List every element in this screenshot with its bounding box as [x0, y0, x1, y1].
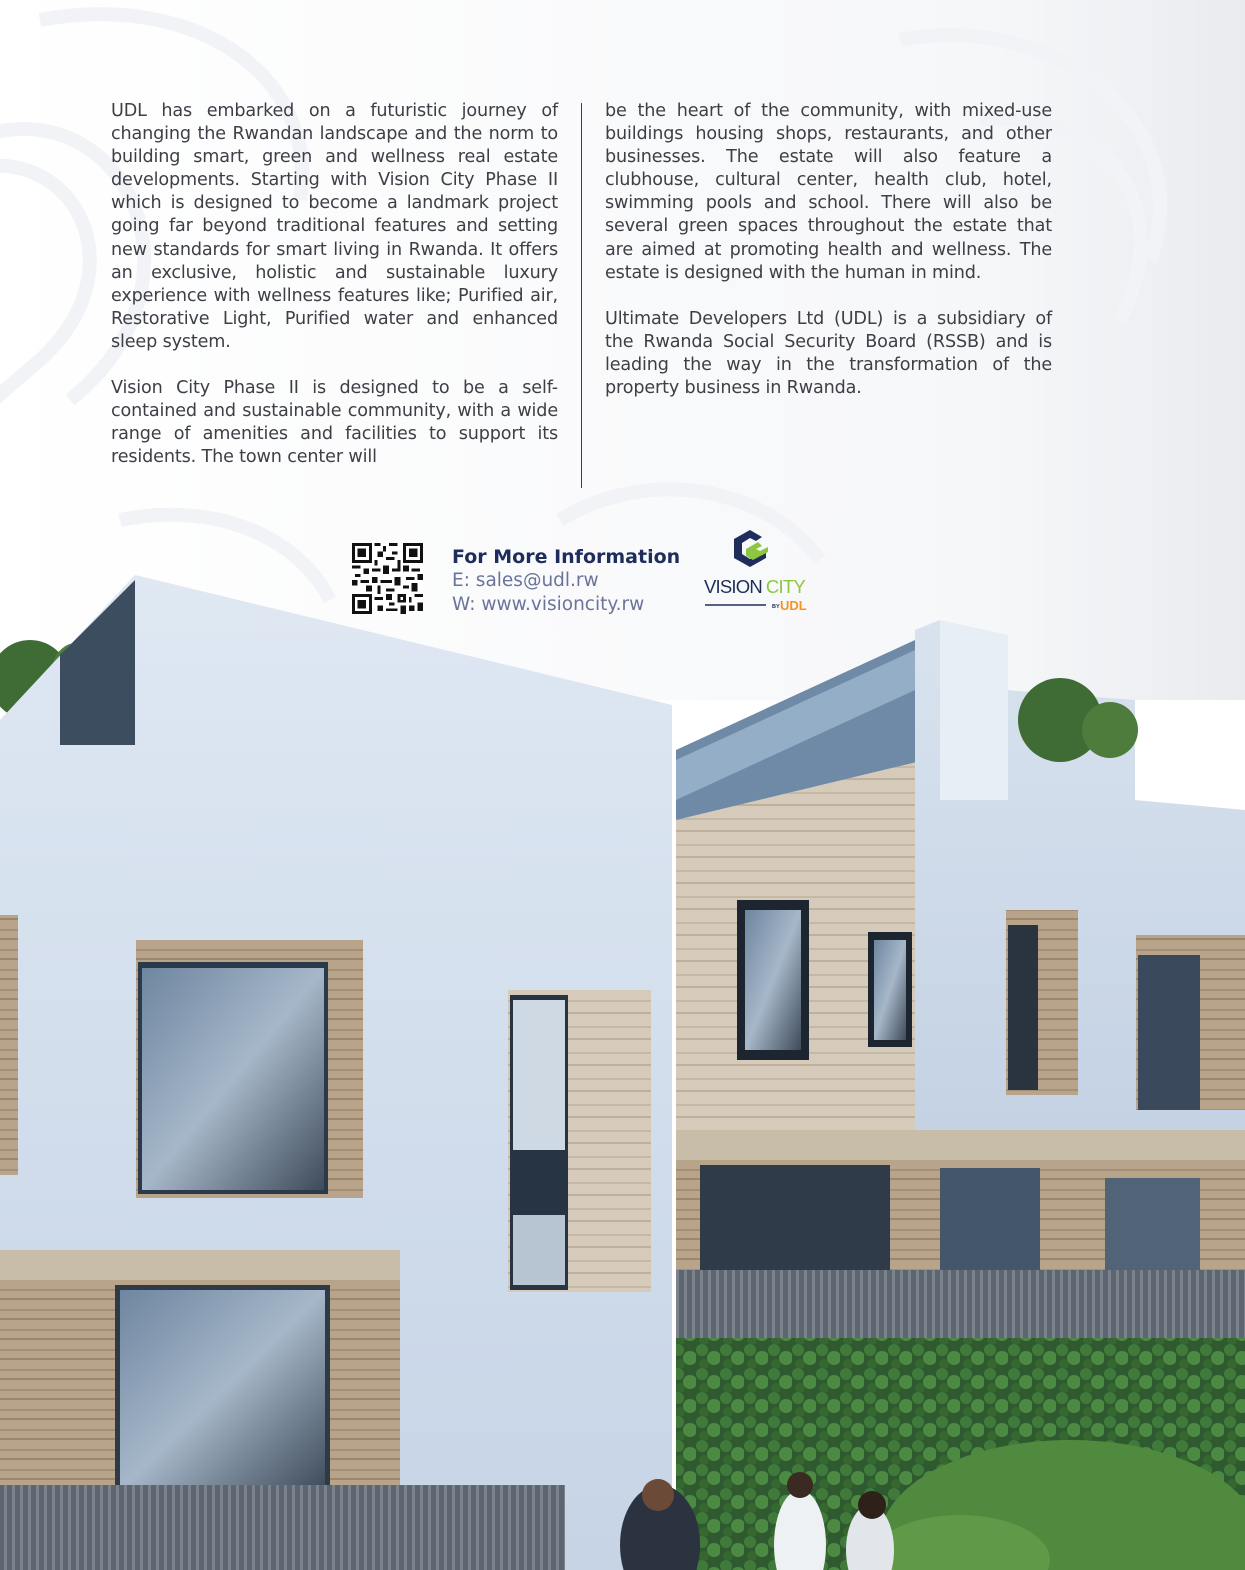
vision-city-emblem-icon — [734, 530, 768, 567]
left-text-column — [111, 100, 558, 492]
logo-brand-udl: UDL — [780, 598, 807, 613]
town-center-paragraph: be the heart of the community, with mixed-use buildings housing shops, restaurants, and other businesses. The estate will also feature a clubhouse, cultural center, health club, hotel, swimming pools and school. There will also be several green spaces throughout the estate that are aimed at promoting health and wellness. The estate is designed with the human in mind. — [605, 101, 1052, 283]
udl-about-paragraph: Ultimate Developers Ltd (UDL) is a subsidiary of the Rwanda Social Security Board (RSSB) and is leading the way in the transformation of the property business in Rwanda. — [605, 308, 1052, 399]
email-link[interactable]: E: sales@udl.rw — [452, 570, 599, 591]
column-divider — [581, 103, 582, 488]
architectural-rendering-image — [0, 570, 1245, 1570]
logo-by: BY — [772, 604, 780, 610]
intro-paragraph: UDL has embarked on a futuristic journey of changing the Rwandan landscape and the norm to building smart, green and wellness real estate developments. Starting with Vision City Phase II which is designed to become a landmark project going far beyond traditional features and setting new standards for smart living in Rwanda. It offers an exclusive, holistic and sustainable luxury experience with wellness features like; Purified air, Restorative Light, Purified water and enhanced sleep system. — [111, 101, 558, 352]
contact-title: For More Information — [452, 546, 681, 568]
right-text-column — [605, 100, 1052, 423]
website-link[interactable]: W: www.visioncity.rw — [452, 594, 645, 615]
phase-two-paragraph: Vision City Phase II is designed to be a self-contained and sustainable community, with a wide range of amenities and facilities to support its residents. The town center will — [111, 378, 558, 468]
logo-word-city: CITY — [765, 576, 805, 597]
logo-word-vision: VISION — [704, 576, 762, 597]
